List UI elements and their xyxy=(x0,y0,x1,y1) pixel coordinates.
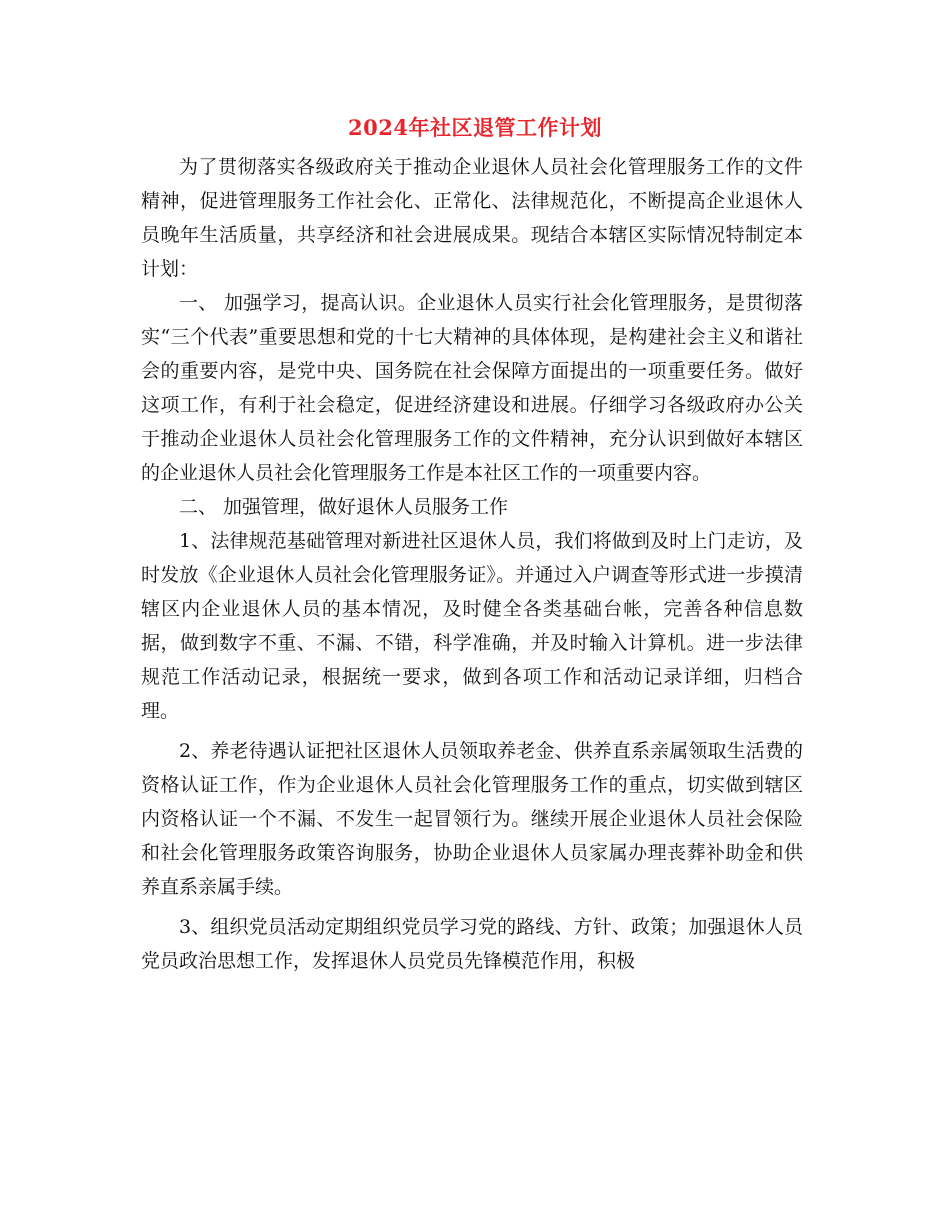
paragraph-item-2: 2、养老待遇认证把社区退休人员领取养老金、供养直系亲属领取生活费的资格认证工作，作为企业退休人员社会化管理服务工作的重点，切实做到辖区内资格认证一个不漏、不发生一起冒领行为。继续开展企业退休人员社会保险和社会化管理服务政策咨询服务，协助企业退休人员家属办理丧葬补助金和供养直系亲属手续。 xyxy=(141,740,803,898)
paragraph-section-1: 一、 加强学习，提高认识。企业退休人员实行社会化管理服务，是贯彻落实“三个代表”重要思想和党的十七大精神的具体体现，是构建社会主义和谐社会的重要内容，是党中央、国务院在社会保障方面提出的一项重要任务。做好这项工作，有利于社会稳定，促进经济建设和进展。仔细学习各级政府办公关于推动企业退休人员社会化管理服务工作的文件精神，充分认识到做好本辖区的企业退休人员社会化管理服务工作是本社区工作的一项重要内容。 xyxy=(141,292,803,484)
paragraph-item-1: 1、法律规范基础管理对新进社区退休人员，我们将做到及时上门走访，及时发放《企业退休人员社会化管理服务证》。并通过入户调查等形式进一步摸清辖区内企业退休人员的基本情况，及时健全各类基础台帐，完善各种信息数据，做到数字不重、不漏、不错，科学准确，并及时输入计算机。进一步法律规范工作活动记录，根据统一要求，做到各项工作和活动记录详细，归档合理。 xyxy=(141,530,803,722)
paragraph-section-2-heading: 二、 加强管理，做好退休人员服务工作 xyxy=(179,496,509,518)
document-body xyxy=(141,150,803,978)
paragraph-intro: 为了贯彻落实各级政府关于推动企业退休人员社会化管理服务工作的文件精神，促进管理服务工作社会化、正常化、法律规范化，不断提高企业退休人员晚年生活质量，共享经济和社会进展成果。现结合本辖区实际情况特制定本计划： xyxy=(141,156,803,280)
document-title: 2024年社区退管工作计划 xyxy=(348,115,602,140)
paragraph-item-3: 3、组织党员活动定期组织党员学习党的路线、方针、政策；加强退休人员党员政治思想工作，发挥退休人员党员先锋模范作用，积极 xyxy=(141,916,803,972)
